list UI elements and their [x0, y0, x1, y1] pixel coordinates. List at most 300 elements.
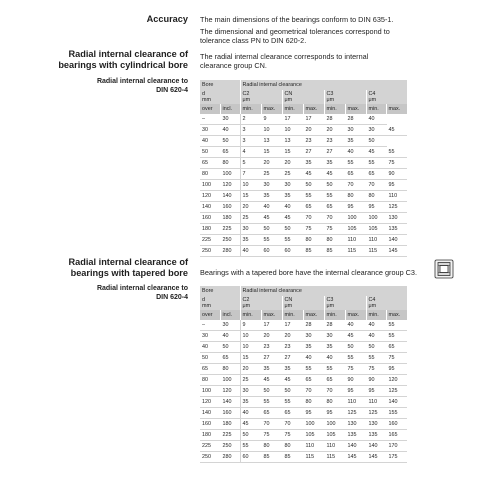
table-cell: 140 — [345, 441, 366, 452]
table-cell: 100 — [200, 180, 220, 191]
table-cell: 120 — [200, 191, 220, 202]
table-cell: 65 — [303, 202, 324, 213]
table-cell: 250 — [200, 452, 220, 463]
table-row — [200, 125, 407, 136]
table-cell: 145 — [386, 246, 407, 257]
table-cell: 55 — [282, 397, 303, 408]
table-cell: 280 — [220, 246, 240, 257]
table-cell: 30 — [282, 180, 303, 191]
table-cell: 145 — [345, 452, 366, 463]
table-cell: 70 — [261, 419, 282, 430]
table-cell: 80 — [220, 364, 240, 375]
table-cell: 35 — [324, 342, 345, 353]
column-subheader: max. — [303, 104, 324, 114]
table-cell: 75 — [261, 430, 282, 441]
table-cell: 40 — [303, 353, 324, 364]
table-cell: 85 — [261, 452, 282, 463]
table-row — [200, 235, 407, 246]
table-cell: 10 — [240, 331, 261, 342]
table-cell: 65 — [345, 169, 366, 180]
table-cell: 70 — [366, 180, 386, 191]
table-cell: 80 — [324, 235, 345, 246]
table-cell: 50 — [200, 353, 220, 364]
table-cell: 20 — [282, 331, 303, 342]
table-cell: 130 — [386, 213, 407, 224]
table-cell: 35 — [261, 364, 282, 375]
group-label-line: μm — [242, 97, 251, 104]
table-cell: 80 — [200, 375, 220, 386]
table-cell: 90 — [386, 169, 407, 180]
bore-label-line: d — [202, 91, 205, 97]
table-cell: 35 — [282, 364, 303, 375]
column-subheader: max. — [345, 310, 366, 320]
table-cell: 75 — [282, 430, 303, 441]
table-cell: 13 — [282, 136, 303, 147]
column-subheader: max. — [386, 310, 407, 320]
table-cell: 10 — [240, 342, 261, 353]
table-cell: 100 — [220, 375, 240, 386]
table-cell: 9 — [261, 114, 282, 125]
table-row — [200, 375, 407, 386]
table-cell: 105 — [366, 224, 386, 235]
tapered-bore-table — [200, 286, 407, 463]
table-cell: 28 — [345, 114, 366, 125]
table-cell: 75 — [366, 364, 386, 375]
table-cell: 110 — [345, 397, 366, 408]
table-cell: 45 — [324, 169, 345, 180]
table-cell: 225 — [200, 235, 220, 246]
bore-header: Bore — [200, 286, 240, 296]
table-cell: 13 — [261, 136, 282, 147]
group-label-line: C3 — [326, 297, 334, 303]
tapered-bore-text: Bearings with a tapered bore have the internal clearance group C3. — [200, 268, 418, 277]
table-cell: 225 — [220, 430, 240, 441]
table-cell: 110 — [386, 191, 407, 202]
bore-label-line: mm — [202, 303, 211, 310]
group-label-line: CN — [284, 91, 293, 97]
table-cell: 20 — [303, 125, 324, 136]
table-cell: 45 — [282, 375, 303, 386]
group-label-line: μm — [326, 97, 335, 104]
group-label-line: C2 — [242, 91, 250, 97]
table-cell: 80 — [324, 397, 345, 408]
table-cell: 25 — [240, 213, 261, 224]
table-cell: 40 — [200, 342, 220, 353]
table-cell: 30 — [220, 114, 240, 125]
table-cell: 30 — [220, 320, 240, 331]
table-cell: 3 — [240, 125, 261, 136]
table-cell: 65 — [220, 353, 240, 364]
table-cell: 170 — [386, 441, 407, 452]
table-cell: 105 — [345, 224, 366, 235]
table-cell: 135 — [386, 224, 407, 235]
table-cell: 25 — [261, 169, 282, 180]
clearance-group-c2 — [240, 296, 282, 310]
table-row — [200, 158, 407, 169]
table-cell: 25 — [282, 169, 303, 180]
table-cell: 140 — [386, 235, 407, 246]
table-cell: 5 — [240, 158, 261, 169]
table-cell: 35 — [345, 136, 366, 147]
table-cell: 30 — [240, 224, 261, 235]
table-cell: 55 — [386, 331, 407, 342]
group-label-line: μm — [242, 303, 251, 310]
table-row — [200, 419, 407, 430]
table-cell: 65 — [261, 408, 282, 419]
table-cell: 70 — [303, 386, 324, 397]
tapered-bearing-icon — [434, 259, 454, 279]
table-cell: 80 — [366, 191, 386, 202]
bore-unit-label — [200, 296, 240, 310]
table-cell: 100 — [366, 213, 386, 224]
column-subheader: over — [200, 104, 220, 114]
subheading-line: DIN 620-4 — [156, 293, 188, 301]
table-cell: 40 — [366, 331, 386, 342]
table-cell: 110 — [366, 397, 386, 408]
table-cell: 30 — [200, 331, 220, 342]
table-cell: 40 — [366, 320, 386, 331]
table-cell: 65 — [200, 364, 220, 375]
table-cell: 125 — [386, 386, 407, 397]
table-cell: 155 — [386, 408, 407, 419]
table-cell: 9 — [240, 320, 261, 331]
table-cell: 115 — [345, 246, 366, 257]
table-cell: 70 — [324, 213, 345, 224]
column-subheader: min. — [282, 310, 303, 320]
table-cell: 50 — [261, 386, 282, 397]
table-cell: 175 — [386, 452, 407, 463]
table-cell: 180 — [200, 430, 220, 441]
table-cell: 50 — [282, 224, 303, 235]
table-cell: 35 — [324, 158, 345, 169]
table-cell: 65 — [220, 147, 240, 158]
table-cell: 75 — [386, 158, 407, 169]
table-cell: 27 — [324, 147, 345, 158]
table-cell: 3 — [240, 136, 261, 147]
table-cell: 40 — [220, 331, 240, 342]
table-row — [200, 441, 407, 452]
table-cell: 50 — [366, 136, 386, 147]
table-cell: 55 — [386, 147, 407, 158]
table-cell: 55 — [261, 235, 282, 246]
table-cell: – — [200, 320, 220, 331]
table-cell: 30 — [200, 125, 220, 136]
table-cell: 145 — [366, 452, 386, 463]
table-cell: 60 — [240, 452, 261, 463]
table-cell: 27 — [303, 147, 324, 158]
table-row — [200, 353, 407, 364]
table-cell: – — [200, 114, 220, 125]
table-cell: 120 — [220, 180, 240, 191]
table-cell: 140 — [220, 191, 240, 202]
table-cell: 135 — [345, 430, 366, 441]
table-cell: 23 — [324, 136, 345, 147]
table-cell: 95 — [345, 202, 366, 213]
column-subheader: max. — [261, 104, 282, 114]
table-cell: 30 — [240, 386, 261, 397]
table-cell: 40 — [324, 353, 345, 364]
table-cell: 45 — [303, 169, 324, 180]
column-subheader: max. — [386, 104, 407, 114]
table-cell: 23 — [261, 342, 282, 353]
table-cell: 140 — [386, 397, 407, 408]
table-cell: 140 — [200, 202, 220, 213]
table-cell: 50 — [220, 342, 240, 353]
cylindrical-bore-table — [200, 80, 407, 257]
table-cell: 180 — [220, 419, 240, 430]
table-cell: 15 — [261, 147, 282, 158]
group-label-line: μm — [284, 97, 293, 104]
cylindrical-bore-heading — [58, 49, 188, 71]
table-cell: 160 — [220, 202, 240, 213]
table-cell: 115 — [303, 452, 324, 463]
table-cell: 40 — [240, 246, 261, 257]
group-label-line: C3 — [326, 91, 334, 97]
table-cell: 30 — [324, 331, 345, 342]
table-cell: 115 — [324, 452, 345, 463]
table-cell: 130 — [366, 419, 386, 430]
table-cell: 50 — [200, 147, 220, 158]
heading-line: Radial internal clearance of — [68, 257, 188, 267]
table-cell: 65 — [200, 158, 220, 169]
table-cell: 40 — [282, 202, 303, 213]
table-row — [200, 136, 407, 147]
table-cell: 110 — [303, 441, 324, 452]
column-subheader: min. — [366, 310, 386, 320]
table-cell: 55 — [366, 353, 386, 364]
table-cell: 160 — [200, 213, 220, 224]
group-label-line: CN — [284, 297, 293, 303]
table-cell: 140 — [220, 397, 240, 408]
clearance-group-cn — [282, 296, 324, 310]
table-cell: 95 — [366, 202, 386, 213]
heading-line: Radial internal clearance of — [68, 49, 188, 59]
column-subheader: max. — [261, 310, 282, 320]
table-cell: 50 — [240, 430, 261, 441]
table-cell: 95 — [366, 386, 386, 397]
table-cell: 165 — [386, 430, 407, 441]
table-cell: 55 — [366, 158, 386, 169]
clearance-header: Radial internal clearance — [240, 286, 407, 296]
table-cell: 40 — [200, 136, 220, 147]
table-cell: 65 — [324, 375, 345, 386]
column-subheader: min. — [366, 104, 386, 114]
table-cell: 50 — [366, 342, 386, 353]
group-label-line: C2 — [242, 297, 250, 303]
table-cell: 80 — [303, 397, 324, 408]
table-cell: 4 — [240, 147, 261, 158]
table-cell: 45 — [261, 375, 282, 386]
table-cell: 10 — [240, 180, 261, 191]
table-cell: 20 — [240, 202, 261, 213]
table-cell: 105 — [303, 430, 324, 441]
clearance-group-c3 — [324, 296, 366, 310]
table-cell: 180 — [200, 224, 220, 235]
group-label-line: C4 — [368, 297, 376, 303]
table-cell: 100 — [345, 213, 366, 224]
bore-label-line: mm — [202, 97, 211, 104]
column-subheader: min. — [324, 104, 345, 114]
table-cell: 125 — [345, 408, 366, 419]
table-cell: 20 — [261, 158, 282, 169]
group-label-line: μm — [326, 303, 335, 310]
table-cell: 20 — [261, 331, 282, 342]
column-subheader: incl. — [220, 310, 240, 320]
table-cell: 130 — [345, 419, 366, 430]
clearance-group-c2 — [240, 90, 282, 104]
table-cell: 80 — [303, 235, 324, 246]
table-row — [200, 452, 407, 463]
table-cell: 180 — [220, 213, 240, 224]
table-cell: 225 — [220, 224, 240, 235]
table-cell: 95 — [303, 408, 324, 419]
table-row — [200, 114, 407, 125]
table-cell: 55 — [303, 191, 324, 202]
clearance-group-c3 — [324, 90, 366, 104]
table-cell: 100 — [303, 419, 324, 430]
table-cell: 65 — [366, 169, 386, 180]
table-cell: 65 — [324, 202, 345, 213]
accuracy-heading: Accuracy — [146, 14, 188, 24]
heading-line: bearings with tapered bore — [70, 268, 188, 278]
table-row — [200, 342, 407, 353]
table-cell: 120 — [220, 386, 240, 397]
table-cell: 140 — [200, 408, 220, 419]
table-cell: 40 — [345, 147, 366, 158]
table-cell: 20 — [240, 364, 261, 375]
column-subheader: min. — [240, 104, 261, 114]
table-row — [200, 202, 407, 213]
bore-unit-label — [200, 90, 240, 104]
subheading-line: Radial internal clearance to — [96, 285, 188, 292]
table-cell: 250 — [200, 246, 220, 257]
table-cell: 30 — [345, 125, 366, 136]
subheading-line: Radial internal clearance to — [96, 78, 188, 85]
table-cell: 50 — [345, 342, 366, 353]
table-cell: 280 — [220, 452, 240, 463]
table-cell: 17 — [282, 114, 303, 125]
clearance-group-c4 — [366, 90, 407, 104]
tapered-bore-subheading — [97, 285, 188, 302]
cylindrical-bore-subheading — [97, 78, 188, 95]
table-cell: 70 — [282, 419, 303, 430]
table-row — [200, 364, 407, 375]
table-cell: 45 — [345, 331, 366, 342]
table-cell: 250 — [220, 235, 240, 246]
table-cell: 250 — [220, 441, 240, 452]
table-cell: 100 — [220, 169, 240, 180]
table-cell: 95 — [324, 408, 345, 419]
column-subheader: over — [200, 310, 220, 320]
table-cell: 120 — [386, 375, 407, 386]
clearance-group-cn — [282, 90, 324, 104]
table-cell: 55 — [240, 441, 261, 452]
table-cell: 40 — [366, 114, 386, 125]
table-cell: 110 — [345, 235, 366, 246]
table-row — [200, 408, 407, 419]
table-cell: 70 — [303, 213, 324, 224]
table-cell: 28 — [303, 320, 324, 331]
accuracy-text-2: The dimensional and geometrical tolerances correspond to tolerance class PN to DIN 620-2. — [200, 27, 390, 45]
table-cell: 40 — [261, 202, 282, 213]
table-cell: 17 — [303, 114, 324, 125]
table-cell: 10 — [282, 125, 303, 136]
cylindrical-bore-text: The radial internal clearance corresponds to internal clearance group CN. — [200, 52, 369, 70]
table-cell: 65 — [386, 342, 407, 353]
table-row — [200, 430, 407, 441]
table-cell: 60 — [261, 246, 282, 257]
table-cell: 23 — [303, 136, 324, 147]
table-row — [200, 320, 407, 331]
table-cell: 90 — [345, 375, 366, 386]
table-cell: 27 — [261, 353, 282, 364]
table-cell: 45 — [261, 213, 282, 224]
table-cell: 15 — [240, 353, 261, 364]
table-cell: 50 — [303, 180, 324, 191]
group-label-line: μm — [368, 303, 377, 310]
table-cell: 55 — [324, 191, 345, 202]
table-cell: 75 — [386, 353, 407, 364]
table-cell: 50 — [282, 386, 303, 397]
table-cell: 55 — [345, 158, 366, 169]
table-cell: 100 — [324, 419, 345, 430]
table-cell: 45 — [366, 147, 386, 158]
table-row — [200, 386, 407, 397]
table-cell: 50 — [220, 136, 240, 147]
table-cell: 35 — [240, 397, 261, 408]
table-cell: 40 — [220, 125, 240, 136]
bore-label-line: d — [202, 297, 205, 303]
group-label-line: C4 — [368, 91, 376, 97]
table-row — [200, 180, 407, 191]
table-cell: 65 — [303, 375, 324, 386]
table-cell: 140 — [366, 441, 386, 452]
table-cell: 125 — [366, 408, 386, 419]
table-cell: 95 — [386, 180, 407, 191]
table-cell: 120 — [200, 397, 220, 408]
table-cell: 160 — [220, 408, 240, 419]
table-cell: 80 — [282, 441, 303, 452]
table-cell: 30 — [366, 125, 386, 136]
table-cell: 225 — [200, 441, 220, 452]
table-cell: 110 — [366, 235, 386, 246]
table-cell: 15 — [282, 147, 303, 158]
table-cell: 55 — [386, 320, 407, 331]
table-row — [200, 331, 407, 342]
table-cell: 100 — [200, 386, 220, 397]
column-subheader: min. — [324, 310, 345, 320]
clearance-header: Radial internal clearance — [240, 80, 407, 90]
table-cell: 80 — [261, 441, 282, 452]
accuracy-text-1: The main dimensions of the bearings conform to DIN 635-1. — [200, 15, 394, 24]
table-cell: 28 — [324, 320, 345, 331]
table-cell: 35 — [303, 158, 324, 169]
table-cell: 27 — [282, 353, 303, 364]
table-cell: 50 — [261, 224, 282, 235]
table-cell: 70 — [324, 386, 345, 397]
table-cell: 45 — [240, 419, 261, 430]
column-subheader: incl. — [220, 104, 240, 114]
table-cell: 60 — [282, 246, 303, 257]
table-cell: 95 — [345, 386, 366, 397]
table-cell: 75 — [345, 364, 366, 375]
table-cell: 30 — [261, 180, 282, 191]
table-row — [200, 191, 407, 202]
table-cell: 95 — [386, 364, 407, 375]
tapered-bore-heading — [69, 257, 188, 279]
bore-header: Bore — [200, 80, 240, 90]
table-cell: 23 — [282, 342, 303, 353]
